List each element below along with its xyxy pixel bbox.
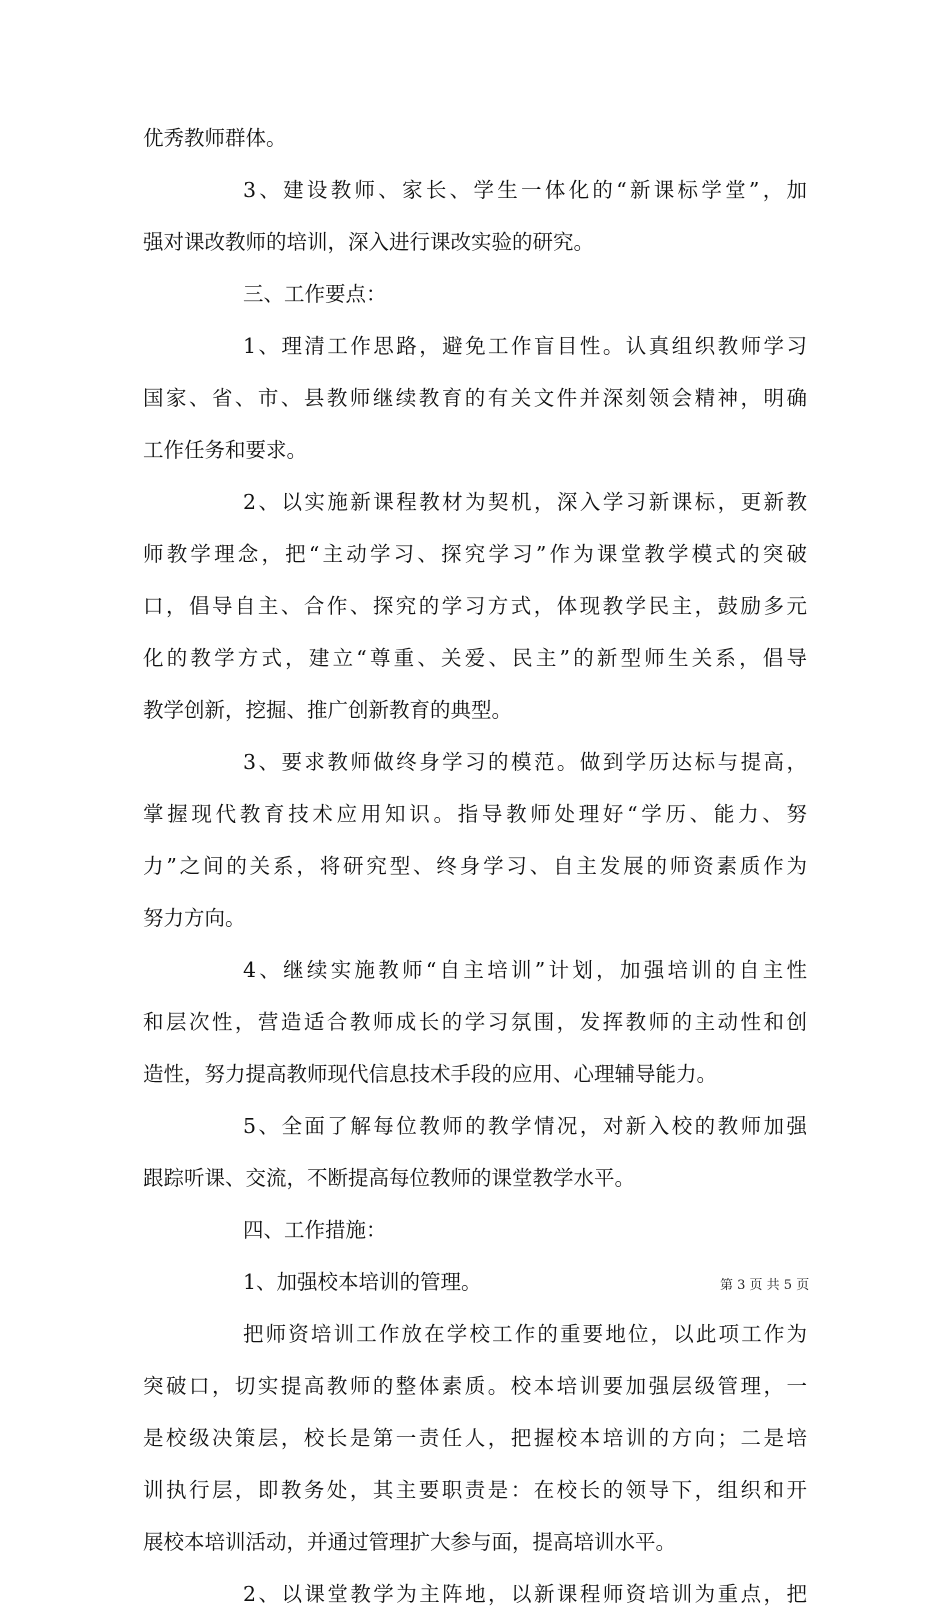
text-line: 四、工作措施： [243, 1218, 387, 1242]
text-line: 展校本培训活动，并通过管理扩大参与面，提高培训水平。 [143, 1530, 676, 1554]
text-line: 跟踪听课、交流，不断提高每位教师的课堂教学水平。 [143, 1166, 635, 1190]
text-line: 3、建设教师、家长、学生一体化的“新课标学堂”，加 [243, 178, 807, 202]
text-line: 造性，努力提高教师现代信息技术手段的应用、心理辅导能力。 [143, 1062, 717, 1086]
text-line: 突破口，切实提高教师的整体素质。校本培训要加强层级管理，一 [143, 1374, 807, 1398]
text-line: 1、加强校本培训的管理。 [243, 1270, 482, 1294]
text-line: 训执行层，即教务处，其主要职责是：在校长的领导下，组织和开 [143, 1478, 807, 1502]
text-line: 5、全面了解每位教师的教学情况，对新入校的教师加强 [243, 1114, 807, 1138]
text-line: 强对课改教师的培训，深入进行课改实验的研究。 [143, 230, 594, 254]
text-line: 2、以实施新课程教材为契机，深入学习新课标，更新教 [243, 490, 807, 514]
text-line: 和层次性，营造适合教师成长的学习氛围，发挥教师的主动性和创 [143, 1010, 807, 1034]
text-line: 化的教学方式，建立“尊重、关爱、民主”的新型师生关系，倡导 [143, 646, 807, 670]
text-line: 工作任务和要求。 [143, 438, 307, 462]
page-footer: 第 3 页 共 5 页 [720, 1278, 810, 1293]
text-line: 师教学理念，把“主动学习、探究学习”作为课堂教学模式的突破 [143, 542, 807, 566]
text-line: 把师资培训工作放在学校工作的重要地位，以此项工作为 [243, 1322, 807, 1346]
text-line: 是校级决策层，校长是第一责任人，把握校本培训的方向；二是培 [143, 1426, 807, 1450]
text-line: 努力方向。 [143, 906, 246, 930]
text-line: 1、理清工作思路，避免工作盲目性。认真组织教师学习 [243, 334, 807, 358]
text-line: 3、要求教师做终身学习的模范。做到学历达标与提高， [243, 750, 807, 774]
text-line: 三、工作要点： [243, 282, 387, 306]
text-line: 力”之间的关系，将研究型、终身学习、自主发展的师资素质作为 [143, 854, 807, 878]
text-line: 优秀教师群体。 [143, 126, 287, 150]
text-line: 国家、省、市、县教师继续教育的有关文件并深刻领会精神，明确 [143, 386, 807, 410]
text-line: 教学创新，挖掘、推广创新教育的典型。 [143, 698, 512, 722]
text-line: 4、继续实施教师“自主培训”计划，加强培训的自主性 [243, 958, 807, 982]
text-line: 口，倡导自主、合作、探究的学习方式，体现教学民主，鼓励多元 [143, 594, 807, 618]
document-body [143, 112, 810, 1620]
text-line: 2、以课堂教学为主阵地，以新课程师资培训为重点，把 [243, 1582, 807, 1606]
text-line: 掌握现代教育技术应用知识。指导教师处理好“学历、能力、努 [143, 802, 807, 826]
